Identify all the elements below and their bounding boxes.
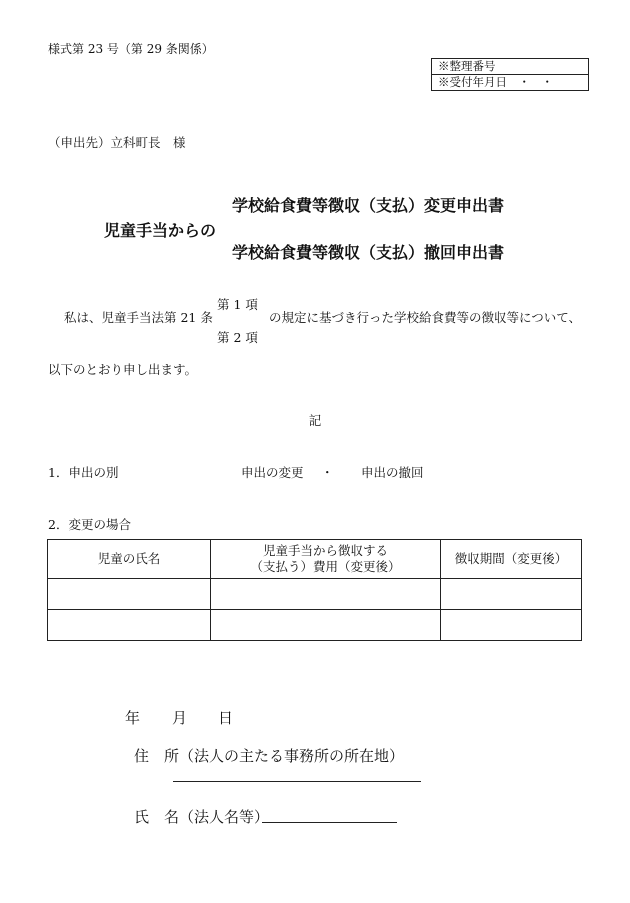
cell-child-name[interactable] bbox=[48, 610, 211, 641]
address-signature-line[interactable] bbox=[173, 781, 421, 782]
table-row bbox=[48, 610, 582, 641]
section2-label: 2．変更の場合 bbox=[48, 517, 131, 532]
title-withdraw: 学校給食費等徴収（支払）撤回申出書 bbox=[232, 243, 505, 262]
reference-received-label: ※受付年月日 ・ ・ bbox=[432, 74, 588, 90]
header-cost-line2: （支払う）費用（変更後） bbox=[250, 559, 401, 574]
addressee: （申出先）立科町長 様 bbox=[48, 135, 186, 150]
ki-heading: 記 bbox=[308, 413, 322, 428]
cell-cost[interactable] bbox=[211, 610, 441, 641]
header-cost bbox=[211, 540, 441, 579]
name-label: 氏 名（法人名等） bbox=[134, 808, 270, 826]
title-prefix: 児童手当からの bbox=[104, 221, 217, 240]
statement-before: 私は、児童手当法第 21 条 bbox=[64, 310, 213, 325]
header-period: 徴収期間（変更後） bbox=[441, 540, 582, 579]
option-withdraw: 申出の撤回 bbox=[361, 465, 424, 480]
option-separator: ・ bbox=[321, 465, 334, 480]
table-row bbox=[48, 579, 582, 610]
address-label: 住 所（法人の主たる事務所の所在地） bbox=[134, 747, 405, 765]
title-change: 学校給食費等徴収（支払）変更申出書 bbox=[232, 196, 505, 215]
statement-line2: 以下のとおり申し出ます。 bbox=[48, 362, 198, 377]
statement-after: の規定に基づき行った学校給食費等の徴収等について、 bbox=[269, 310, 582, 325]
date-year: 年 bbox=[125, 709, 141, 727]
date-month: 月 bbox=[172, 709, 188, 727]
cell-period[interactable] bbox=[441, 579, 582, 610]
form-number: 様式第 23 号（第 29 条関係） bbox=[48, 42, 214, 56]
option-change: 申出の変更 bbox=[241, 465, 304, 480]
section1-label: 1．申出の別 bbox=[48, 465, 119, 480]
table-header-row bbox=[48, 540, 582, 579]
change-table bbox=[47, 539, 582, 641]
header-cost-line1: 児童手当から徴収する bbox=[262, 543, 388, 558]
statement-option-2: 第 2 項 bbox=[217, 330, 258, 345]
reference-number-label: ※整理番号 bbox=[438, 59, 496, 73]
date-day: 日 bbox=[218, 709, 234, 727]
reference-box bbox=[431, 58, 589, 91]
cell-cost[interactable] bbox=[211, 579, 441, 610]
header-child-name: 児童の氏名 bbox=[48, 540, 211, 579]
cell-child-name[interactable] bbox=[48, 579, 211, 610]
statement-option-1: 第 1 項 bbox=[217, 297, 258, 312]
name-signature-line[interactable] bbox=[262, 822, 397, 823]
cell-period[interactable] bbox=[441, 610, 582, 641]
